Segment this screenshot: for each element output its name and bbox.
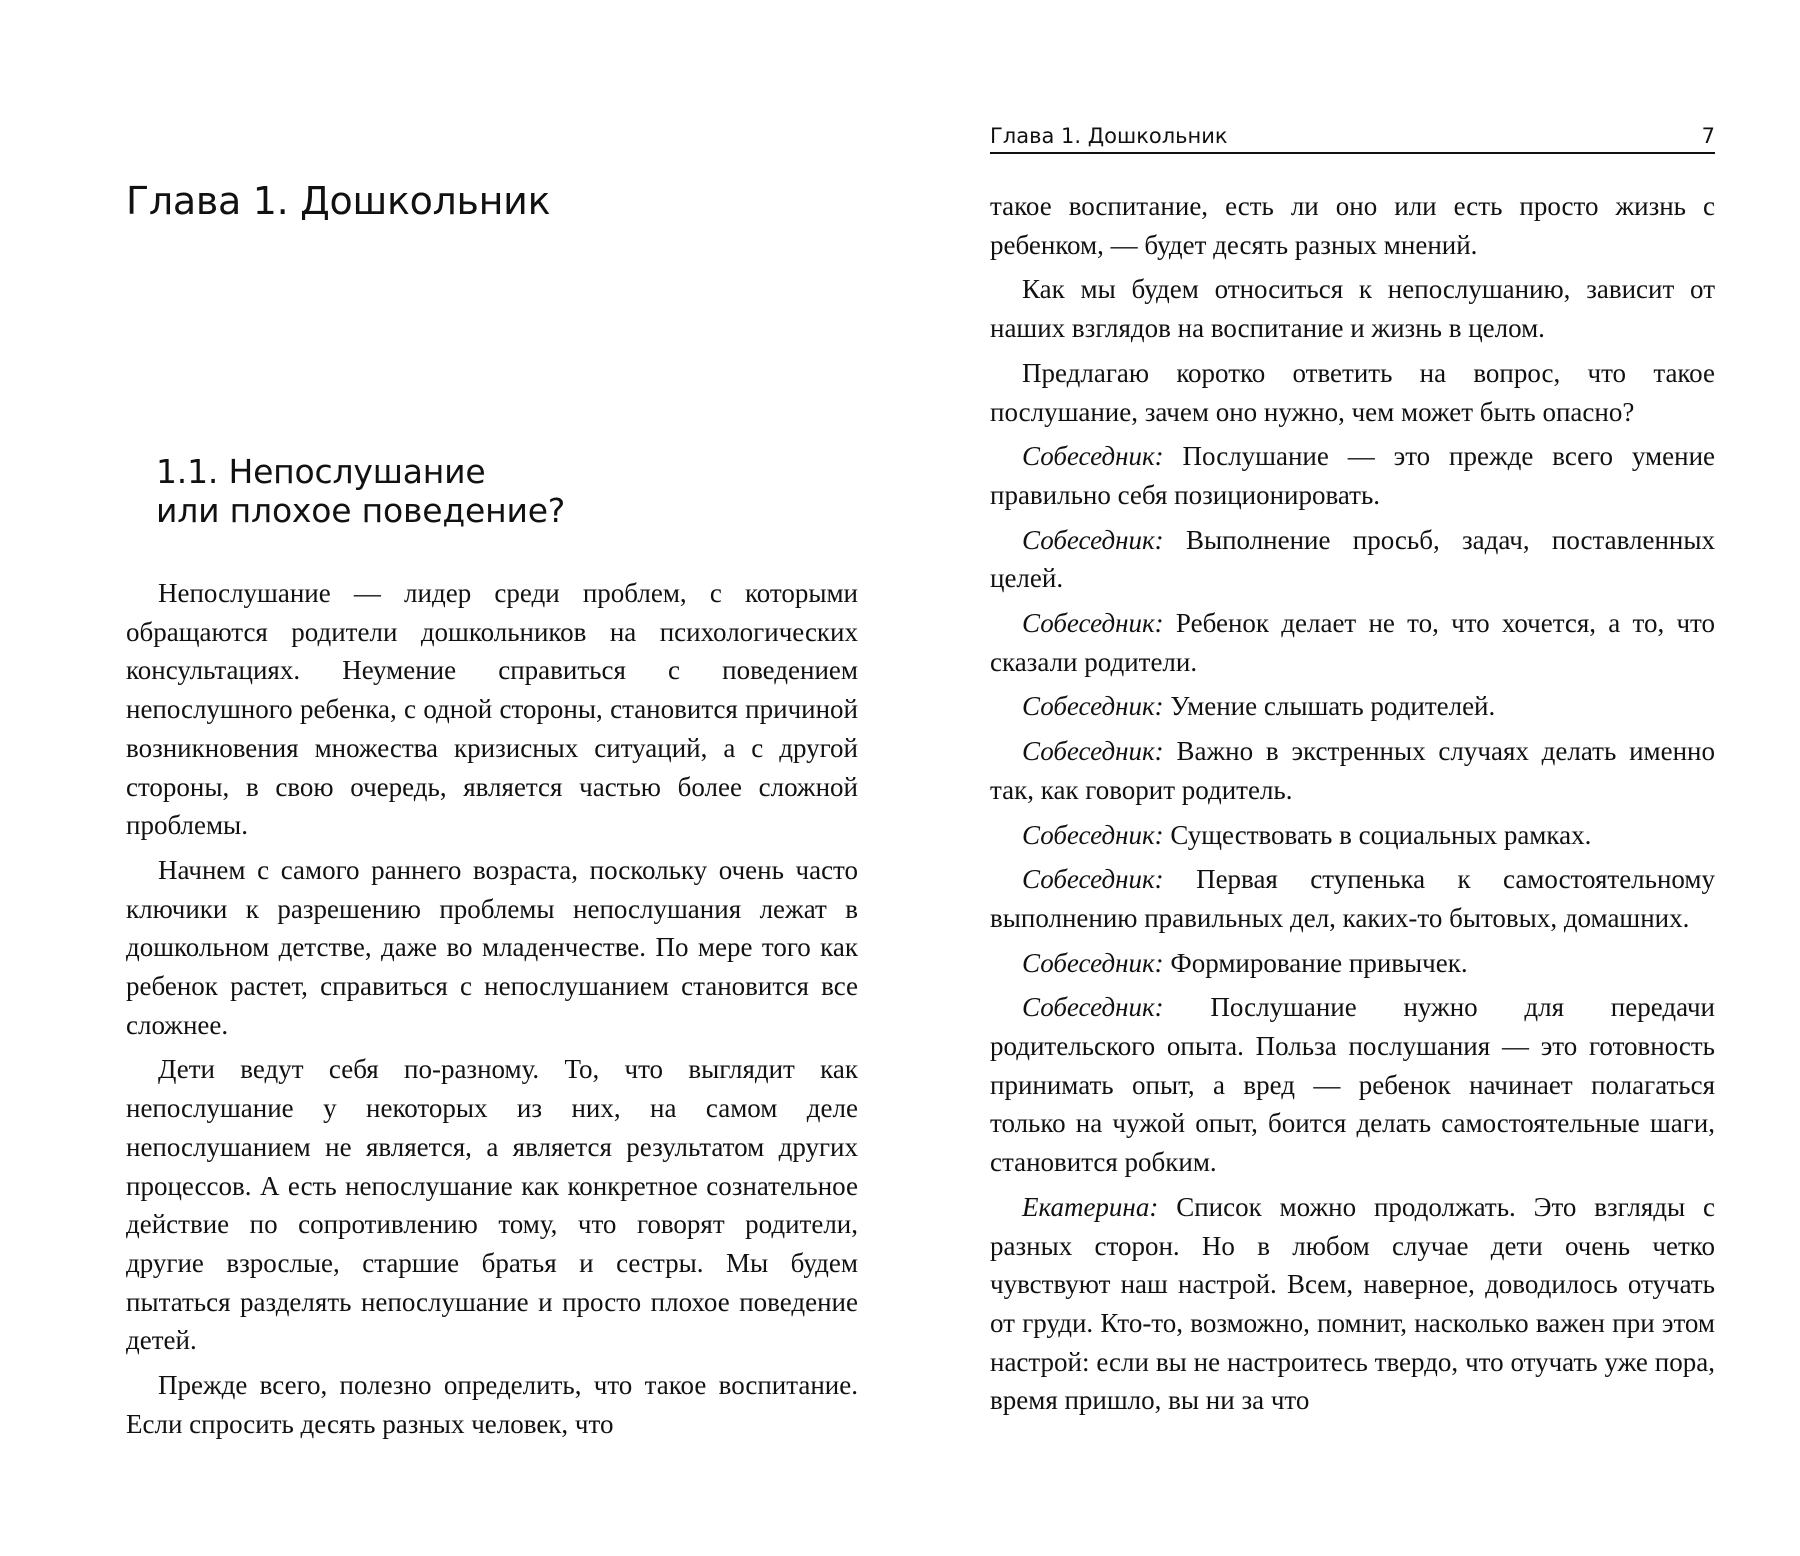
speaker-name: Собеседник: [1022, 524, 1164, 555]
speaker-name: Собеседник: [1022, 992, 1164, 1023]
section-title [156, 452, 565, 530]
dialogue-line [990, 437, 1715, 514]
chapter-title: Глава 1. Дошкольник [126, 179, 551, 223]
dialogue-line [990, 988, 1715, 1182]
section-title-line-2: или плохое поведение? [156, 491, 566, 530]
paragraph: Как мы будем относиться к непослушанию, зависит от наших взглядов на воспитание и жизнь в целом. [990, 274, 1715, 344]
dialogue-text: Существовать в социальных рамках. [1163, 819, 1592, 850]
dialogue-line [990, 521, 1715, 598]
speaker-name: Собеседник: [1022, 947, 1164, 978]
speaker-name: Собеседник: [1022, 608, 1164, 639]
dialogue-text: Формирование привычек. [1163, 947, 1468, 978]
speaker-name: Екатерина: [1022, 1191, 1159, 1222]
speaker-name: Собеседник: [1022, 819, 1164, 850]
dialogue-text: Умение слышать родителей. [1163, 691, 1496, 722]
dialogue-line [990, 687, 1715, 726]
section-title-line-1: 1.1. Непослушание [156, 452, 486, 491]
dialogue-text: Важно в экстренных случаях делать именно так, как говорит родитель. [990, 736, 1715, 805]
dialogue-text: Послушание — это прежде всего умение правильно себя позиционировать. [990, 441, 1715, 510]
left-body-text [126, 574, 858, 1449]
paragraph: Непослушание — лидер среди проблем, с которыми обращаются родители дошкольников на психологических консультациях. Неумение справиться с поведением непослушного ребенка, с одной стороны, становится причиной возникновения множества кризисных ситуаций, а с другой стороны, в свою очередь, является частью более сложной проблемы. [126, 578, 858, 841]
dialogue-line [990, 604, 1715, 681]
dialogue-line [990, 944, 1715, 983]
dialogue-text: Список можно продолжать. Это взгляды с разных сторон. Но в любом случае дети очень четко чувствуют наш настрой. Всем, наверное, доводилось отучать от груди. Кто-то, возможно, помнит, насколько важен при этом настрой: если вы не настроитесь твердо, что отучать уже пора, время пришло, вы ни за что [990, 1191, 1715, 1416]
speaker-name: Собеседник: [1022, 441, 1164, 472]
running-header-title: Глава 1. Дошкольник [990, 124, 1228, 148]
right-body-text [990, 187, 1715, 1426]
paragraph: Начнем с самого раннего возраста, поскольку очень часто ключики к разрешению проблемы непослушания лежат в дошкольном детстве, даже во младенчестве. По мере того как ребенок растет, справиться с непослушанием становится все сложнее. [126, 854, 858, 1040]
dialogue-text: Первая ступенька к самостоятельному выполнению правильных дел, каких-то бытовых, домашних. [990, 864, 1715, 933]
dialogue-line [990, 816, 1715, 855]
speaker-name: Собеседник: [1022, 691, 1164, 722]
dialogue-text: Ребенок делает не то, что хочется, а то, что сказали родители. [990, 608, 1715, 677]
dialogue-line [990, 1188, 1715, 1420]
dialogue-line [990, 732, 1715, 809]
paragraph: Предлагаю коротко ответить на вопрос, что такое послушание, зачем оно нужно, чем может быть опасно? [990, 357, 1715, 427]
running-header [990, 122, 1715, 154]
speaker-name: Собеседник: [1022, 864, 1164, 895]
paragraph-continuation: такое воспитание, есть ли оно или есть просто жизнь с ребенком, — будет десять разных мнений. [990, 191, 1715, 260]
page-number: 7 [1701, 124, 1715, 148]
speaker-name: Собеседник: [1022, 736, 1164, 767]
dialogue-text: Выполнение просьб, задач, поставленных целей. [990, 524, 1715, 594]
paragraph: Прежде всего, полезно определить, что такое воспитание. Если спросить десять разных человек, что [126, 1370, 858, 1439]
dialogue-line [990, 860, 1715, 937]
dialogue-text: Послушание нужно для передачи родительского опыта. Польза послушания — это готовность принимать опыт, а вред — ребенок начинает полагаться только на чужой опыт, боится делать самостоятельные шаги, становится робким. [990, 992, 1715, 1178]
paragraph: Дети ведут себя по-разному. То, что выглядит как непослушание у некоторых из них, на самом деле непослушанием не является, а является результатом других процессов. А есть непослушание как конкретное сознательное действие по сопротивлению тому, что говорят родители, другие взрослые, старшие братья и сестры. Мы будем пытаться разделять непослушание и просто плохое поведение детей. [126, 1054, 858, 1356]
